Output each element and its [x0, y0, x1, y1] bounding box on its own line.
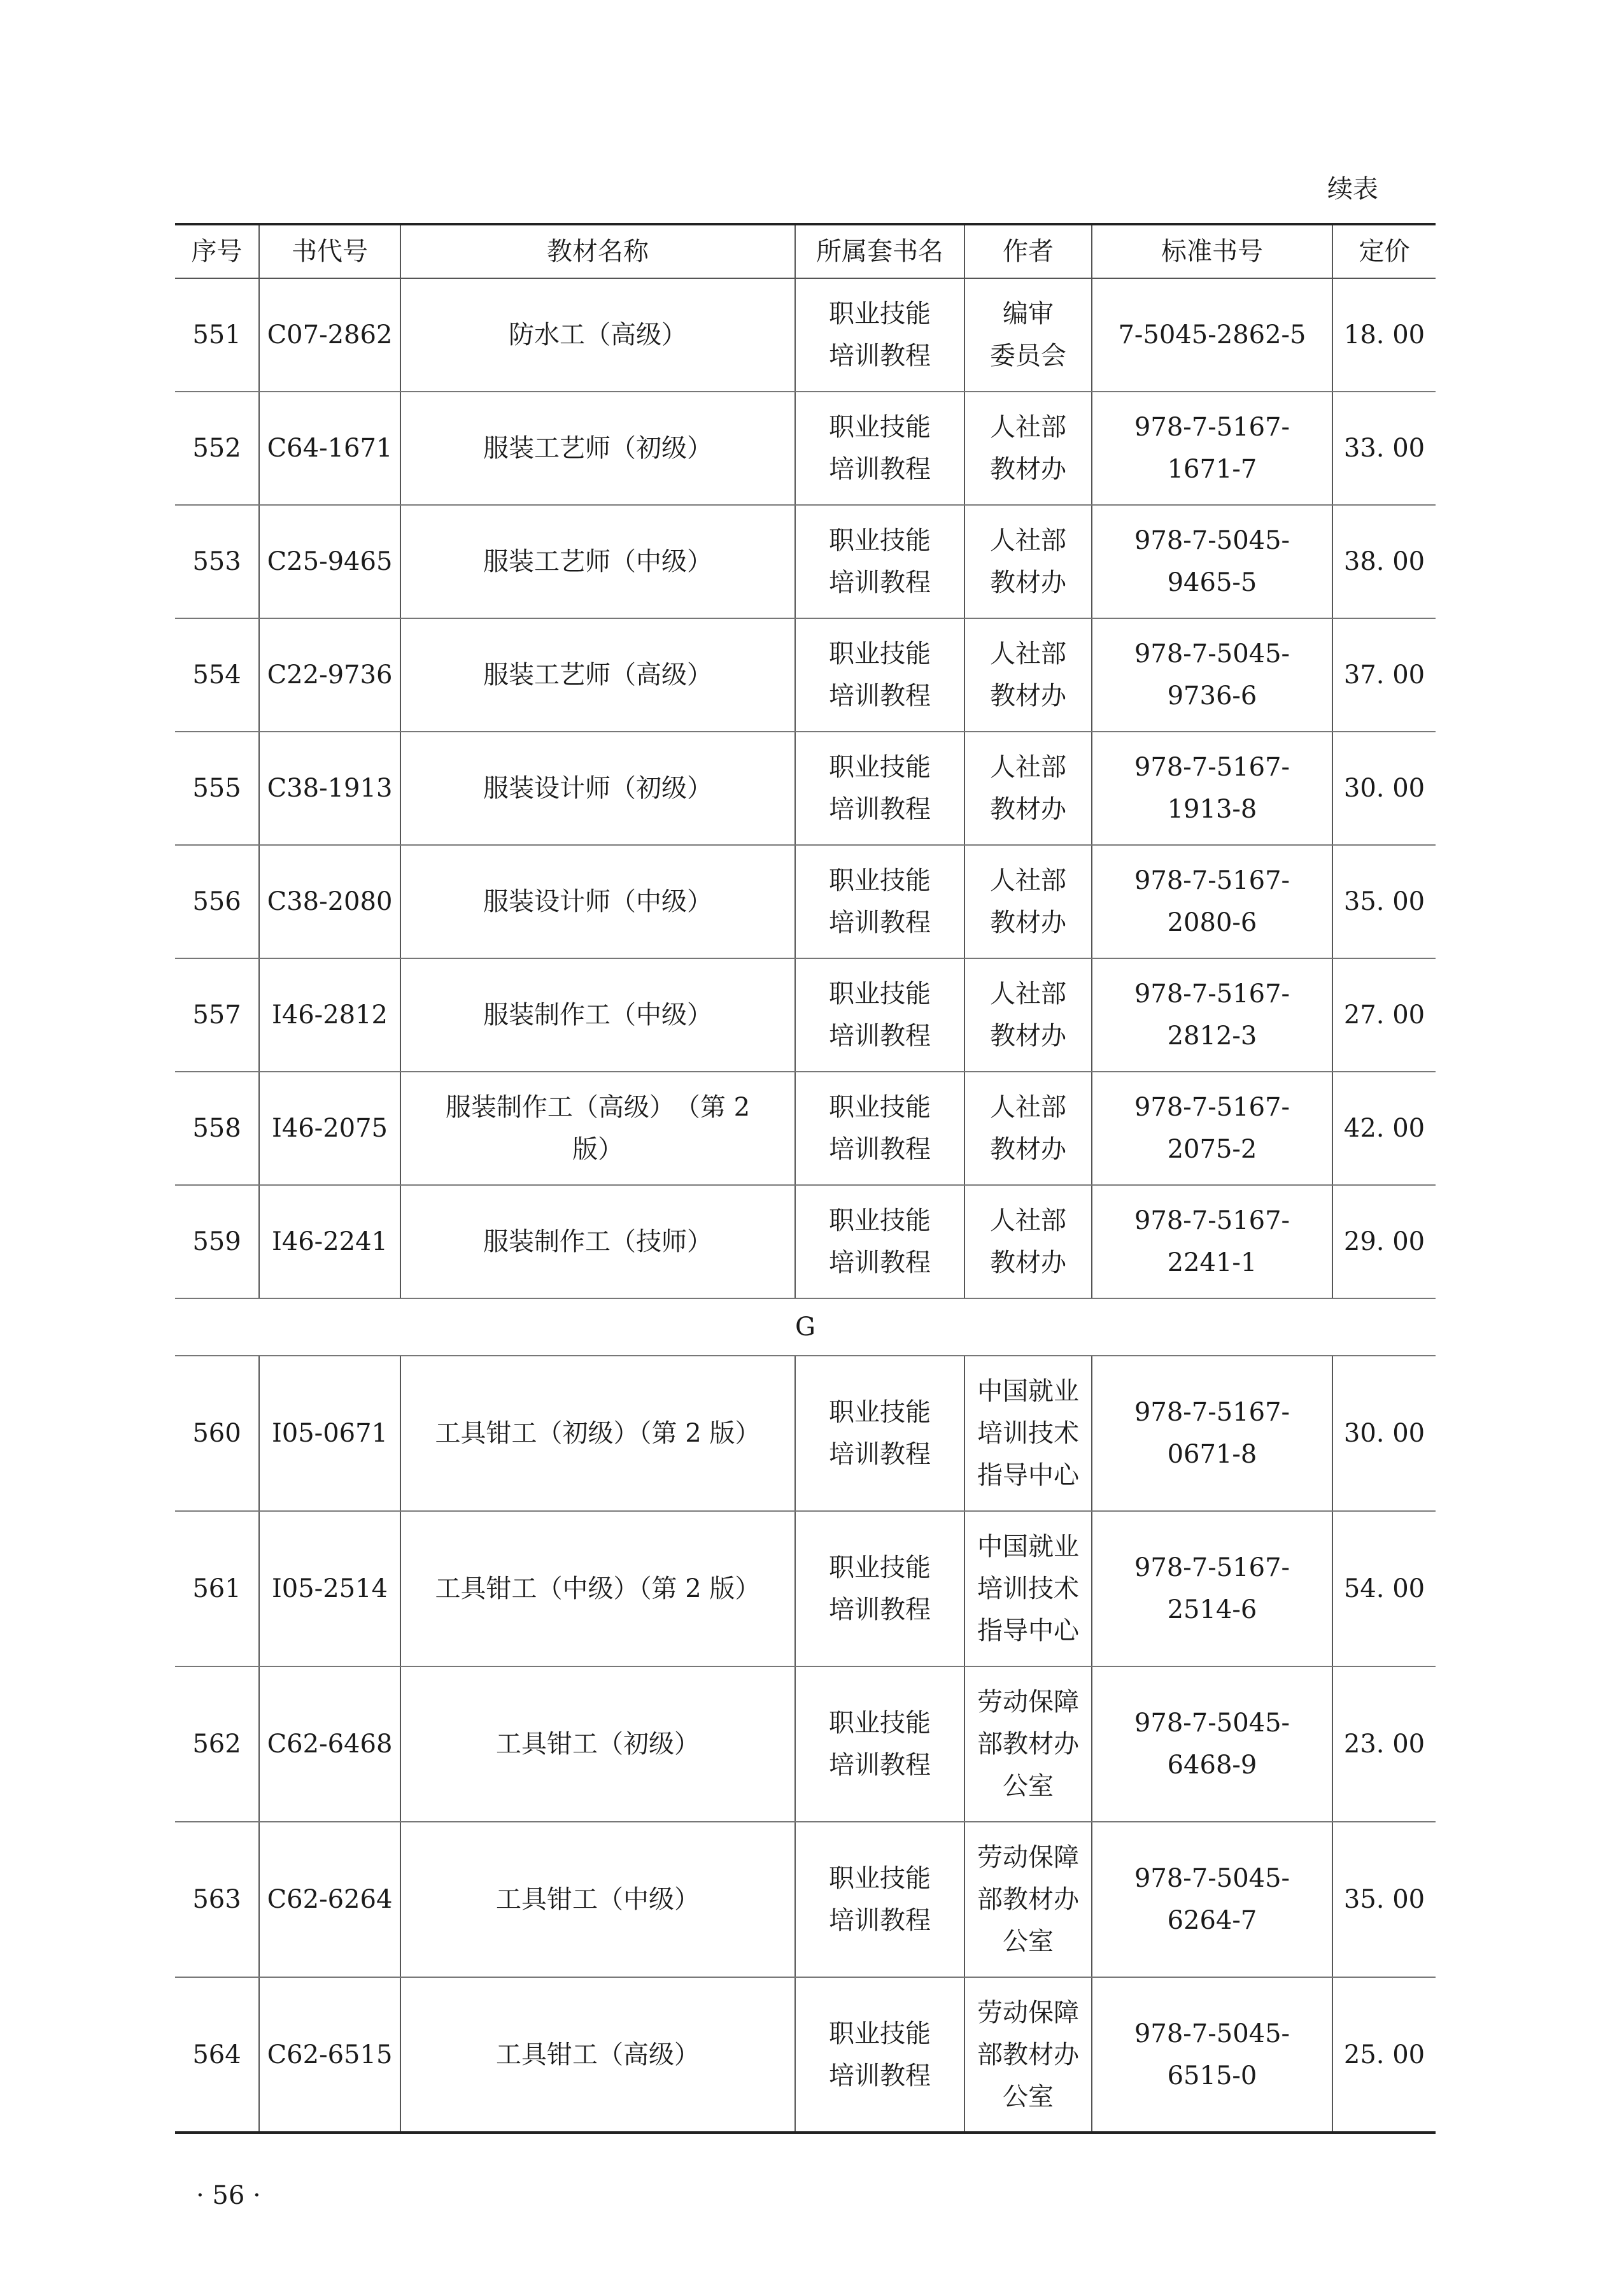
table-row [175, 732, 1436, 845]
cell-code: C07-2862 [259, 278, 400, 392]
cell-code: I46-2241 [259, 1185, 400, 1298]
cell-isbn: 978-7-5045-6264-7 [1092, 1822, 1332, 1977]
header-isbn: 标准书号 [1092, 224, 1332, 278]
cell-title: 服装工艺师（中级） [400, 505, 795, 618]
cell-title: 工具钳工（初级）（第 2 版） [400, 1356, 795, 1511]
cell-isbn: 978-7-5045-6468-9 [1092, 1666, 1332, 1822]
cell-title: 服装工艺师（初级） [400, 392, 795, 505]
cell-code: C62-6468 [259, 1666, 400, 1822]
cell-code: I46-2812 [259, 958, 400, 1072]
cell-series: 职业技能 培训教程 [795, 732, 964, 845]
cell-price: 18. 00 [1332, 278, 1436, 392]
table-row [175, 845, 1436, 958]
cell-seq: 559 [175, 1185, 259, 1298]
cell-price: 25. 00 [1332, 1977, 1436, 2133]
cell-author: 人社部 教材办 [964, 1072, 1092, 1185]
cell-author: 编审 委员会 [964, 278, 1092, 392]
cell-price: 37. 00 [1332, 618, 1436, 732]
page-number: · 56 · [196, 2181, 261, 2210]
table-row [175, 1185, 1436, 1298]
cell-author: 劳动保障 部教材办 公室 [964, 1822, 1092, 1977]
header-price: 定价 [1332, 224, 1436, 278]
cell-title: 服装工艺师（高级） [400, 618, 795, 732]
cell-author: 人社部 教材办 [964, 845, 1092, 958]
cell-author: 劳动保障 部教材办 公室 [964, 1666, 1092, 1822]
cell-title: 工具钳工（初级） [400, 1666, 795, 1822]
table-row [175, 1511, 1436, 1666]
cell-price: 35. 00 [1332, 845, 1436, 958]
cell-series: 职业技能 培训教程 [795, 1977, 964, 2133]
cell-series: 职业技能 培训教程 [795, 1511, 964, 1666]
cell-code: C62-6515 [259, 1977, 400, 2133]
cell-title: 服装设计师（初级） [400, 732, 795, 845]
cell-code: C62-6264 [259, 1822, 400, 1977]
cell-code: C64-1671 [259, 392, 400, 505]
cell-title: 工具钳工（高级） [400, 1977, 795, 2133]
cell-author: 人社部 教材办 [964, 618, 1092, 732]
table-row [175, 278, 1436, 392]
table-row [175, 1977, 1436, 2133]
cell-author: 人社部 教材办 [964, 732, 1092, 845]
cell-series: 职业技能 培训教程 [795, 618, 964, 732]
cell-seq: 563 [175, 1822, 259, 1977]
cell-price: 23. 00 [1332, 1666, 1436, 1822]
section-letter: G [175, 1298, 1436, 1356]
cell-seq: 562 [175, 1666, 259, 1822]
cell-price: 30. 00 [1332, 1356, 1436, 1511]
cell-code: C38-1913 [259, 732, 400, 845]
cell-seq: 561 [175, 1511, 259, 1666]
cell-author: 人社部 教材办 [964, 392, 1092, 505]
cell-series: 职业技能 培训教程 [795, 1356, 964, 1511]
cell-title: 服装设计师（中级） [400, 845, 795, 958]
cell-seq: 560 [175, 1356, 259, 1511]
cell-price: 38. 00 [1332, 505, 1436, 618]
cell-price: 29. 00 [1332, 1185, 1436, 1298]
cell-price: 33. 00 [1332, 392, 1436, 505]
table-row [175, 958, 1436, 1072]
cell-isbn: 7-5045-2862-5 [1092, 278, 1332, 392]
cell-isbn: 978-7-5045-6515-0 [1092, 1977, 1332, 2133]
header-seq: 序号 [175, 224, 259, 278]
cell-author: 人社部 教材办 [964, 1185, 1092, 1298]
cell-code: I05-0671 [259, 1356, 400, 1511]
cell-code: C38-2080 [259, 845, 400, 958]
cell-author: 中国就业 培训技术 指导中心 [964, 1511, 1092, 1666]
cell-title: 工具钳工（中级） [400, 1822, 795, 1977]
cell-isbn: 978-7-5045-9736-6 [1092, 618, 1332, 732]
cell-price: 54. 00 [1332, 1511, 1436, 1666]
cell-code: C25-9465 [259, 505, 400, 618]
header-author: 作者 [964, 224, 1092, 278]
cell-price: 42. 00 [1332, 1072, 1436, 1185]
table-row [175, 505, 1436, 618]
textbook-catalog-table [175, 223, 1436, 2134]
cell-seq: 551 [175, 278, 259, 392]
cell-code: I46-2075 [259, 1072, 400, 1185]
cell-isbn: 978-7-5167-2514-6 [1092, 1511, 1332, 1666]
cell-isbn: 978-7-5167-1671-7 [1092, 392, 1332, 505]
cell-seq: 553 [175, 505, 259, 618]
cell-title-line: 服装制作工（高级） （第 2 [445, 1093, 751, 1122]
cell-isbn: 978-7-5045-9465-5 [1092, 505, 1332, 618]
table-row [175, 1356, 1436, 1511]
header-series: 所属套书名 [795, 224, 964, 278]
table-row [175, 1666, 1436, 1822]
cell-author: 劳动保障 部教材办 公室 [964, 1977, 1092, 2133]
cell-series: 职业技能 培训教程 [795, 505, 964, 618]
cell-series: 职业技能 培训教程 [795, 845, 964, 958]
table-row [175, 1072, 1436, 1185]
cell-title: 服装制作工（技师） [400, 1185, 795, 1298]
cell-isbn: 978-7-5167-2812-3 [1092, 958, 1332, 1072]
cell-price: 30. 00 [1332, 732, 1436, 845]
cell-isbn: 978-7-5167-2080-6 [1092, 845, 1332, 958]
cell-title [400, 1072, 795, 1185]
table-row [175, 1822, 1436, 1977]
cell-series: 职业技能 培训教程 [795, 1185, 964, 1298]
header-title: 教材名称 [400, 224, 795, 278]
cell-title: 防水工（高级） [400, 278, 795, 392]
cell-seq: 554 [175, 618, 259, 732]
section-letter-row [175, 1298, 1436, 1356]
table-row [175, 618, 1436, 732]
cell-price: 27. 00 [1332, 958, 1436, 1072]
cell-code: I05-2514 [259, 1511, 400, 1666]
cell-author: 人社部 教材办 [964, 958, 1092, 1072]
cell-isbn: 978-7-5167-1913-8 [1092, 732, 1332, 845]
cell-code: C22-9736 [259, 618, 400, 732]
cell-series: 职业技能 培训教程 [795, 1666, 964, 1822]
cell-seq: 556 [175, 845, 259, 958]
cell-price: 35. 00 [1332, 1822, 1436, 1977]
cell-series: 职业技能 培训教程 [795, 1822, 964, 1977]
cell-seq: 558 [175, 1072, 259, 1185]
header-code: 书代号 [259, 224, 400, 278]
cell-author: 中国就业 培训技术 指导中心 [964, 1356, 1092, 1511]
cell-seq: 555 [175, 732, 259, 845]
cell-seq: 564 [175, 1977, 259, 2133]
cell-seq: 552 [175, 392, 259, 505]
cell-title-line: 版） [572, 1135, 623, 1164]
cell-series: 职业技能 培训教程 [795, 958, 964, 1072]
cell-isbn: 978-7-5167-2075-2 [1092, 1072, 1332, 1185]
cell-series: 职业技能 培训教程 [795, 1072, 964, 1185]
table-header-row [175, 224, 1436, 278]
cell-seq: 557 [175, 958, 259, 1072]
cell-series: 职业技能 培训教程 [795, 392, 964, 505]
continued-label: 续表 [1327, 174, 1378, 204]
cell-isbn: 978-7-5167-0671-8 [1092, 1356, 1332, 1511]
cell-series: 职业技能 培训教程 [795, 278, 964, 392]
cell-title: 服装制作工（中级） [400, 958, 795, 1072]
cell-author: 人社部 教材办 [964, 505, 1092, 618]
cell-title: 工具钳工（中级）（第 2 版） [400, 1511, 795, 1666]
table-row [175, 392, 1436, 505]
cell-isbn: 978-7-5167-2241-1 [1092, 1185, 1332, 1298]
